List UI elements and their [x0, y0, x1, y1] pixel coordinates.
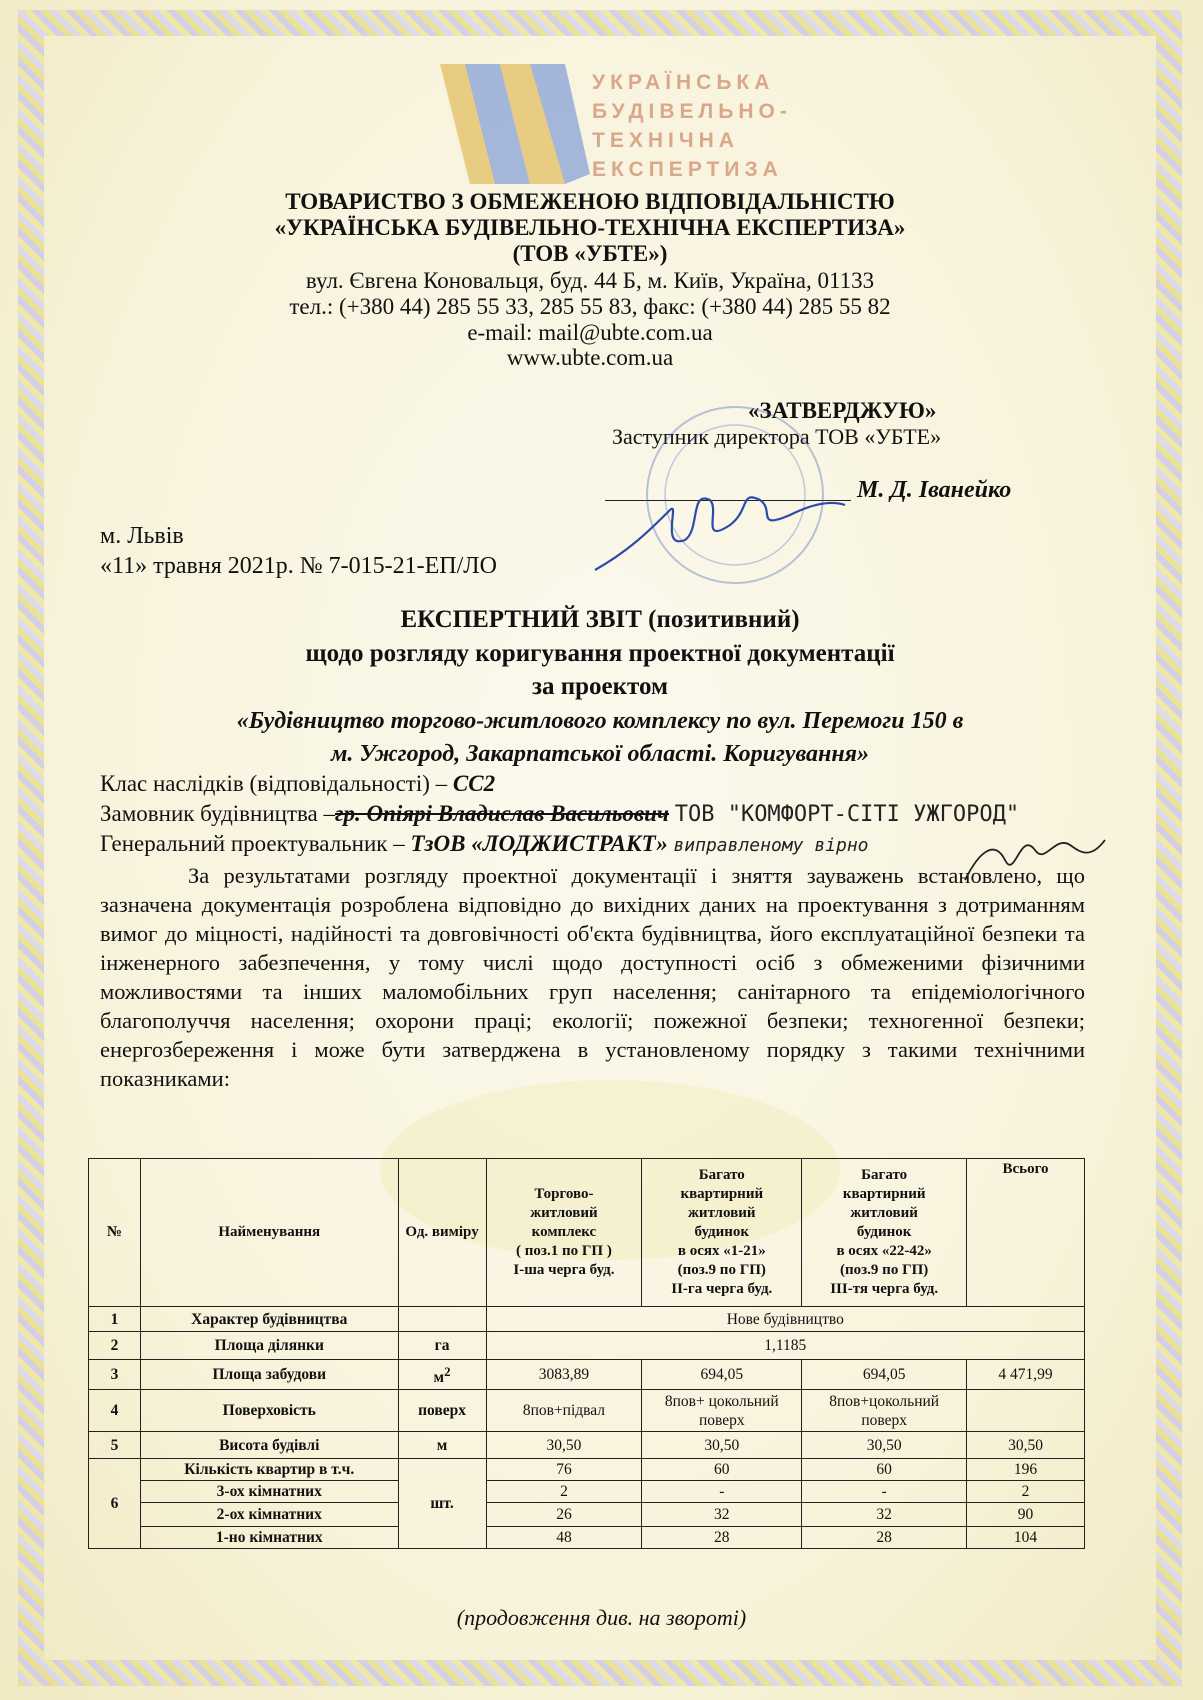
- org-website: www.ubte.com.ua: [506, 345, 674, 370]
- date-number: «11» травня 2021р. № 7-015-21-ЕП/ЛО: [100, 553, 497, 579]
- technical-indicators-table: [88, 1158, 1085, 1549]
- table-row: 6 Кількість квартир в т.ч. шт. 76 60 60 196: [89, 1459, 1085, 1481]
- header-total: Всього: [967, 1159, 1085, 1307]
- org-name-line2: «УКРАЇНСЬКА БУДІВЕЛЬНО-ТЕХНІЧНА ЕКСПЕРТИЗА»: [274, 215, 906, 240]
- table-row: 4 Поверховість поверх 8пов+підвал 8пов+ цокольний поверх 8пов+цокольний поверх: [89, 1390, 1085, 1432]
- org-short-name: (ТОВ «УБТЕ»): [512, 241, 668, 266]
- correction-signature-icon: [960, 820, 1110, 900]
- continuation-note: (продовження див. на звороті): [456, 1605, 747, 1630]
- report-subtitle-2: за проектом: [531, 673, 669, 700]
- org-email: e-mail: mail@ubte.com.ua: [467, 320, 713, 345]
- designer-line: Генеральний проектувальник – ТзОВ «ЛОДЖИСТРАКТ» виправленому вірно: [100, 831, 869, 856]
- project-name-line2: м. Ужгород, Закарпатської області. Коригування»: [330, 741, 870, 767]
- org-phones: тел.: (+380 44) 285 55 33, 285 55 83, факс: (+380 44) 285 55 82: [289, 294, 891, 319]
- body-paragraph: За результатами розгляду проектної документації і зняття зауважень встановлено, що зазначена документація розроблена відповідно до вихідних даних на проектування з дотриманням вимог до міцності, надійності та довговічності об'єкта будівництва, його експлуатаційної безпеки та інженерного забезпечення, у тому числі щодо доступності осіб з обмеженими фізичними можливостями та інших маломобільних груп населення; санітарного та епідеміологічного благополуччя населення; охорони праці; екології; пожежної безпеки; техногенної безпеки; енергозбереження і може бути затверджена в установленому порядку з такими технічними показниками:: [100, 863, 1085, 1091]
- handwritten-note: виправленому вірно: [673, 835, 869, 856]
- table-row: 2-ох кімнатних 26 32 32 90: [89, 1503, 1085, 1527]
- header-num: №: [89, 1159, 141, 1307]
- report-title: ЕКСПЕРТНИЙ ЗВІТ (позитивний): [400, 606, 800, 633]
- header-name: Найменування: [140, 1159, 398, 1307]
- org-name-line1: ТОВАРИСТВО З ОБМЕЖЕНОЮ ВІДПОВІДАЛЬНІСТЮ: [285, 189, 895, 214]
- approval-title: «ЗАТВЕРДЖУЮ»: [748, 398, 937, 423]
- header-col2: Багато квартирний житловий будинок в осях «1-21» (поз.9 по ГП) ІІ-га черга буд.: [642, 1159, 802, 1307]
- table-row: 3 Площа забудови $м^2$ 3083,89 694,05 694,05 4 471,99: [89, 1360, 1085, 1390]
- org-address: вул. Євгена Коновальця, буд. 44 Б, м. Київ, Україна, 01133: [305, 268, 875, 293]
- consequence-class: Клас наслідків (відповідальності) – СС2: [100, 771, 496, 796]
- table-header-row: [89, 1159, 1085, 1307]
- table-row: 2 Площа ділянки га 1,1185: [89, 1332, 1085, 1360]
- handwritten-customer: ТОВ "КОМФОРТ-СІТІ УЖГОРОД": [674, 802, 1020, 827]
- signature-icon: [590, 470, 850, 580]
- project-name-line1: «Будівництво торгово-житлового комплексу по вул. Перемоги 150 в: [236, 708, 964, 734]
- approval-position: Заступник директора ТОВ «УБТЕ»: [612, 424, 942, 449]
- company-logo-icon: [440, 64, 590, 184]
- header-unit: Од. виміру: [398, 1159, 486, 1307]
- header-col3: Багато квартирний житловий будинок в осях «22-42» (поз.9 по ГП) ІІІ-тя черга буд.: [802, 1159, 967, 1307]
- struck-customer: гр. Опіярі Владислав Васильович: [335, 801, 669, 826]
- place: м. Львів: [100, 523, 184, 549]
- header-col1: Торгово- житловий комплекс ( поз.1 по ГП ) І-ша черга буд.: [486, 1159, 642, 1307]
- table-row: 3-ох кімнатних 2 - - 2: [89, 1481, 1085, 1503]
- report-subtitle-1: щодо розгляду коригування проектної документації: [305, 640, 895, 667]
- table-row: 1-но кімнатних 48 28 28 104: [89, 1527, 1085, 1549]
- logo-text: УКРАЇНСЬКА БУДІВЕЛЬНО- ТЕХНІЧНА ЕКСПЕРТИЗА: [592, 71, 792, 181]
- table-row: 5 Висота будівлі м 30,50 30,50 30,50 30,50: [89, 1432, 1085, 1459]
- customer-line: Замовник будівництва –гр. Опіярі Владислав Васильович ТОВ "КОМФОРТ-СІТІ УЖГОРОД": [100, 801, 1020, 827]
- approval-signatory: М. Д. Іванейко: [857, 477, 1012, 503]
- table-row: 1 Характер будівництва Нове будівництво: [89, 1307, 1085, 1332]
